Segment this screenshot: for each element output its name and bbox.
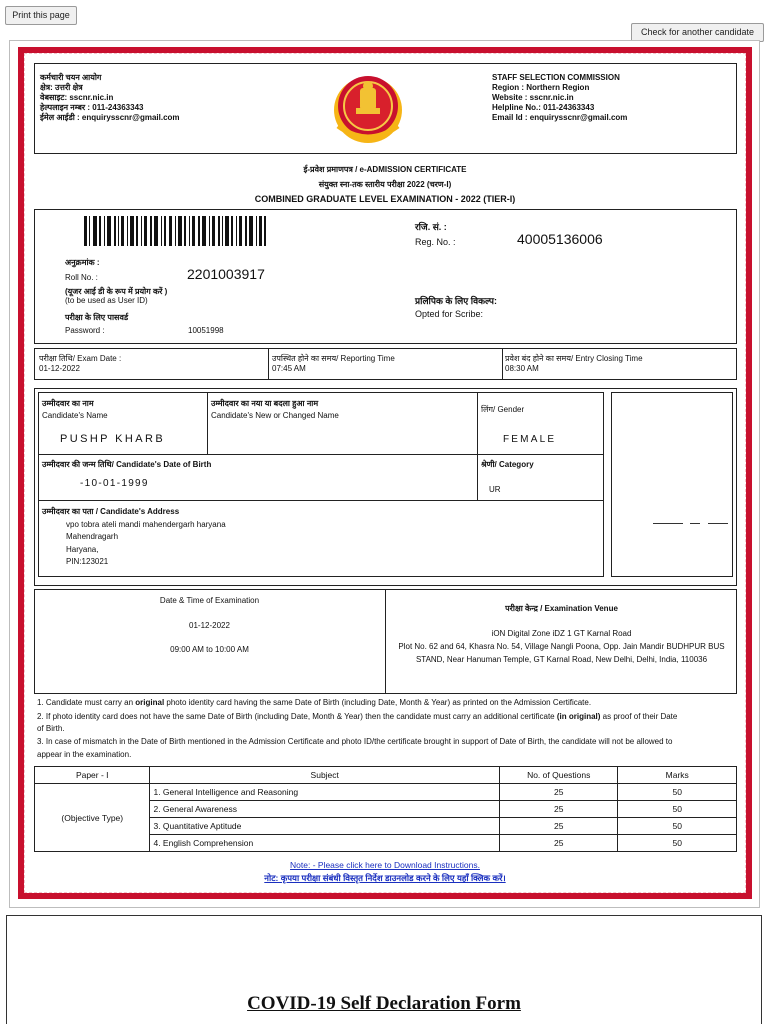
candidate-name-label: Candidate's Name: [42, 411, 108, 420]
row-divider: [38, 454, 604, 455]
exam-title: COMBINED GRADUATE LEVEL EXAMINATION - 2022 (TIER-I): [254, 194, 516, 204]
barcode-icon: [84, 216, 266, 246]
exam-date: 01-12-2022: [189, 621, 230, 630]
subject-cell: 4. English Comprehension: [150, 835, 499, 852]
venue-label: परीक्षा केन्द्र / Examination Venue: [505, 604, 618, 613]
roll-label: Roll No. :: [65, 273, 98, 282]
exam-date-value: 01-12-2022: [39, 364, 80, 373]
header-right-line: Email Id : enquirysscnr@gmail.com: [492, 113, 628, 122]
photo-mark: [708, 523, 728, 524]
download-instructions-link[interactable]: Note: - Please click here to Download Instructions.: [290, 860, 480, 870]
marks-cell: 50: [618, 784, 737, 801]
photo-box: [611, 392, 733, 577]
address-label: उम्मीदवार का पता / Candidate's Address: [42, 507, 180, 516]
dob-label: उम्मीदवार की जन्म तिथि/ Candidate's Date of Birth: [42, 460, 212, 469]
reg-label-hi: रजि. सं. :: [415, 222, 447, 232]
header-right-line: STAFF SELECTION COMMISSION: [492, 73, 620, 82]
cell-divider: [477, 392, 478, 500]
reg-label: Reg. No. :: [415, 237, 456, 247]
covid-form-title: COVID-19 Self Declaration Form: [247, 993, 521, 1014]
header-right-line: Helpline No.: 011-24363343: [492, 103, 595, 112]
category-value: UR: [489, 485, 501, 494]
header-left-line: वेबसाइट: sscnr.nic.in: [40, 93, 114, 102]
subject-cell: 3. Quantitative Aptitude: [150, 818, 499, 835]
schedule-divider: [268, 348, 269, 380]
venue-line: iON Digital Zone iDZ 1 GT Karnal Road: [491, 629, 632, 638]
header-left-line: क्षेत्र: उत्तरी क्षेत्र: [40, 83, 83, 92]
subject-cell: 2. General Awareness: [150, 801, 499, 818]
subject-cell: 1. General Intelligence and Reasoning: [150, 784, 499, 801]
address-line: vpo tobra ateli mandi mahendergarh haryana: [66, 520, 226, 529]
new-name-label: Candidate's New or Changed Name: [211, 411, 339, 420]
questions-cell: 25: [499, 784, 618, 801]
column-header: Paper - I: [35, 767, 150, 784]
column-header: Marks: [618, 767, 737, 784]
user-id-note: (to be used as User ID): [65, 296, 148, 305]
header-left-line: हेल्पलाइन नम्बर : 011-24363343: [40, 103, 144, 112]
password-label: Password :: [65, 326, 105, 335]
paper-type-cell: (Objective Type): [35, 784, 150, 852]
gender-value: FEMALE: [503, 434, 557, 445]
password-label-hi: परीक्षा के लिए पासवर्ड: [65, 313, 129, 322]
ssc-emblem-icon: [326, 64, 410, 146]
user-id-note-hi: (यूजर आई डी के रूप में प्रयोग करें ): [65, 287, 168, 296]
exam-date-label: परीक्षा तिथि/ Exam Date :: [39, 354, 122, 363]
marks-cell: 50: [618, 835, 737, 852]
certificate-title-hi: ई-प्रवेश प्रमाणपत्र / e-ADMISSION CERTIFICATE: [303, 165, 467, 174]
schedule-divider: [502, 348, 503, 380]
header-right-line: Region : Northern Region: [492, 83, 590, 92]
gender-label: लिंग/ Gender: [481, 405, 525, 414]
print-page-button[interactable]: Print this page: [5, 6, 77, 25]
row-divider: [38, 500, 604, 501]
candidate-name-value: PUSHP KHARB: [60, 433, 166, 445]
header-left-line: ईमेल आईडी : enquirysscnr@gmail.com: [40, 113, 180, 122]
category-label: श्रेणी/ Category: [481, 460, 534, 469]
reporting-time-value: 07:45 AM: [272, 364, 306, 373]
photo-mark: [653, 523, 683, 524]
table-row: [35, 784, 737, 801]
table-header-row: [35, 767, 737, 784]
instruction-2: 2. If photo identity card does not have the same Date of Birth (including Date, Month & Year) then the candidate must carry an additional certificate (in original) as proof of their Date: [37, 712, 678, 721]
address-line: Mahendragarh: [66, 532, 119, 541]
password-value: 10051998: [188, 326, 224, 335]
address-line: Haryana,: [66, 545, 99, 554]
marks-cell: 50: [618, 818, 737, 835]
instruction-3: 3. In case of mismatch in the Date of Birth mentioned in the Admission Certificate and photo ID/the certificate brought in support of Date of Birth, the candidate will not be allowed to: [37, 737, 673, 746]
cell-divider: [207, 392, 208, 454]
address-line: PIN:123021: [66, 557, 109, 566]
scribe-label: Opted for Scribe:: [415, 309, 484, 319]
new-name-label-hi: उम्मीदवार का नया या बदला हुआ नाम: [211, 399, 319, 408]
marks-cell: 50: [618, 801, 737, 818]
questions-cell: 25: [499, 835, 618, 852]
certificate-subtitle-hi: संयुक्त स्ना-तक स्तारीय परीक्षा 2022 (चरण-I): [318, 180, 452, 189]
instruction-1: 1. Candidate must carry an original photo identity card having the same Date of Birth (including Date, Month & Year) as printed on the Admission Certificate.: [37, 698, 592, 707]
check-another-candidate-button[interactable]: Check for another candidate: [631, 23, 764, 42]
venue-line: Plot No. 62 and 64, Khasra No. 54, Village Nangli Poona, Opp. Jain Mandir BUDHPUR BUS: [398, 642, 725, 651]
column-header: Subject: [150, 767, 499, 784]
subjects-table: [34, 766, 737, 852]
header-left-line: कर्मचारी चयन आयोग: [40, 73, 102, 82]
closing-time-value: 08:30 AM: [505, 364, 539, 373]
reporting-time-label: उपस्थित होने का समय/ Reporting Time: [272, 354, 395, 363]
exam-time: 09:00 AM to 10:00 AM: [170, 645, 249, 654]
venue-line: STAND, Near Hanuman Temple, GT Karnal Road, New Delhi, Delhi, India, 110036: [415, 655, 708, 664]
reg-number: 40005136006: [517, 231, 603, 247]
exam-datetime-label: Date & Time of Examination: [159, 596, 260, 605]
dob-value: -10-01-1999: [80, 478, 149, 489]
scribe-label-hi: प्रलिपिक के लिए विकल्प:: [415, 296, 497, 306]
photo-mark: [690, 523, 700, 524]
questions-cell: 25: [499, 818, 618, 835]
download-instructions-link-hi[interactable]: नोट: कृपया परीक्षा संबंधी विस्तृत निर्देश डाउनलोड करने के लिए यहाँ क्लिक करें।: [264, 873, 506, 883]
column-header: No. of Questions: [499, 767, 618, 784]
questions-cell: 25: [499, 801, 618, 818]
instruction-3-cont: appear in the examination.: [37, 750, 132, 759]
instruction-2-cont: of Birth.: [37, 724, 65, 733]
header-right-line: Website : sscnr.nic.in: [492, 93, 574, 102]
roll-label-hi: अनुक्रमांक :: [65, 258, 100, 267]
roll-number: 2201003917: [187, 266, 265, 282]
closing-time-label: प्रवेश बंद होने का समय/ Entry Closing Time: [505, 354, 643, 363]
candidate-name-label-hi: उम्मीदवार का नाम: [42, 399, 94, 408]
